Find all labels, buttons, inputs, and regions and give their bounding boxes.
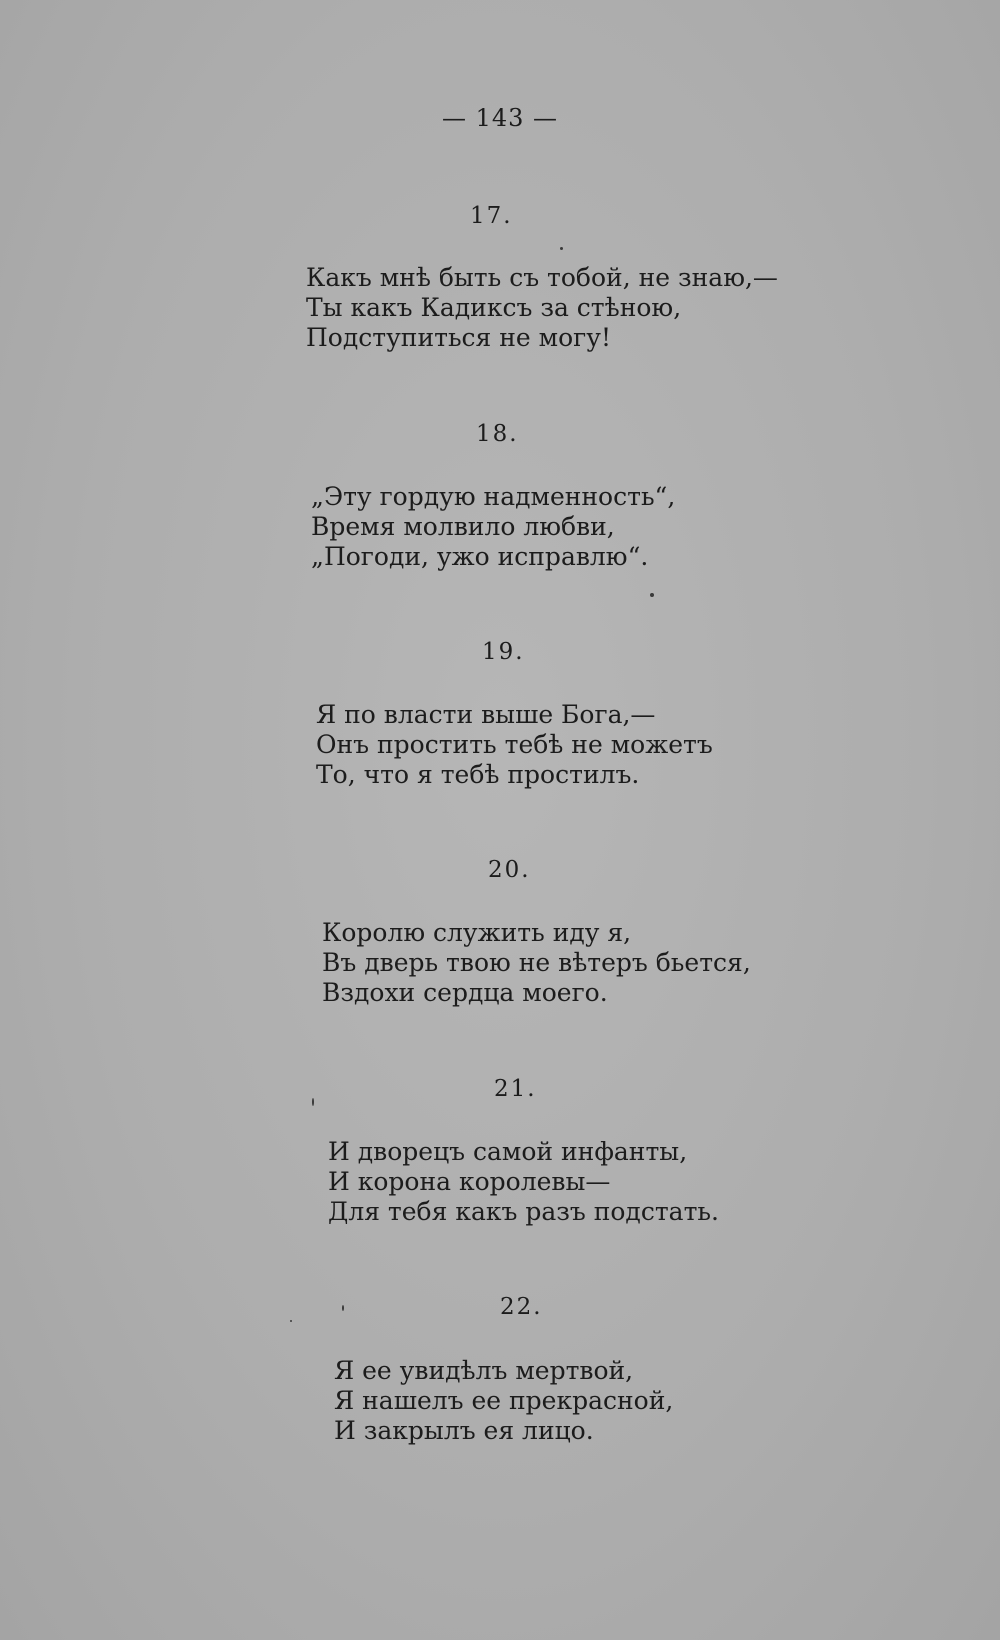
verse-line: Вздохи сердца моего. <box>322 978 608 1007</box>
poem-stanza <box>311 482 675 572</box>
verse-line: Я по власти выше Бога,— <box>316 700 656 729</box>
verse-line: То, что я тебѣ простилъ. <box>316 760 640 789</box>
verse-line: Я ее увидѣлъ мертвой, <box>334 1356 634 1385</box>
print-speck <box>560 247 563 250</box>
print-speck <box>650 593 654 597</box>
verse-line: И дворецъ самой инфанты, <box>328 1137 688 1166</box>
page-number: — 143 — <box>441 104 559 132</box>
verse-line: „Эту гордую надменность“, <box>311 482 676 511</box>
verse-line: Королю служить иду я, <box>322 918 632 947</box>
poem-stanza <box>306 263 778 353</box>
verse-line: И закрылъ ея лицо. <box>334 1416 594 1445</box>
verse-line: Ты какъ Кадиксъ за стѣною, <box>306 293 682 322</box>
poem-stanza <box>322 918 751 1008</box>
poem-number: 19. <box>482 639 525 665</box>
poem-number: 22. <box>500 1294 543 1320</box>
poem-number: 21. <box>494 1076 537 1102</box>
verse-line: „Погоди, ужо исправлю“. <box>311 542 649 571</box>
print-speck <box>290 1320 292 1322</box>
verse-line: Время молвило любви, <box>311 512 615 541</box>
poem-number: 20. <box>488 857 531 883</box>
verse-line: Я нашелъ ее прекрасной, <box>334 1386 674 1415</box>
poem-number: 17. <box>470 203 513 229</box>
verse-line: Для тебя какъ разъ подстать. <box>328 1197 719 1226</box>
verse-line: Въ дверь твою не вѣтеръ бьется, <box>322 948 751 977</box>
verse-line: Какъ мнѣ быть съ тобой, не знаю,— <box>306 263 778 292</box>
print-speck <box>312 1098 314 1106</box>
poem-stanza <box>334 1356 673 1446</box>
poem-number: 18. <box>476 421 519 447</box>
poem-stanza <box>328 1137 719 1227</box>
verse-line: И корона королевы— <box>328 1167 611 1196</box>
verse-line: Подступиться не могу! <box>306 323 612 352</box>
poem-stanza <box>316 700 713 790</box>
verse-line: Онъ простить тебѣ не можетъ <box>316 730 713 759</box>
print-speck <box>342 1305 344 1311</box>
